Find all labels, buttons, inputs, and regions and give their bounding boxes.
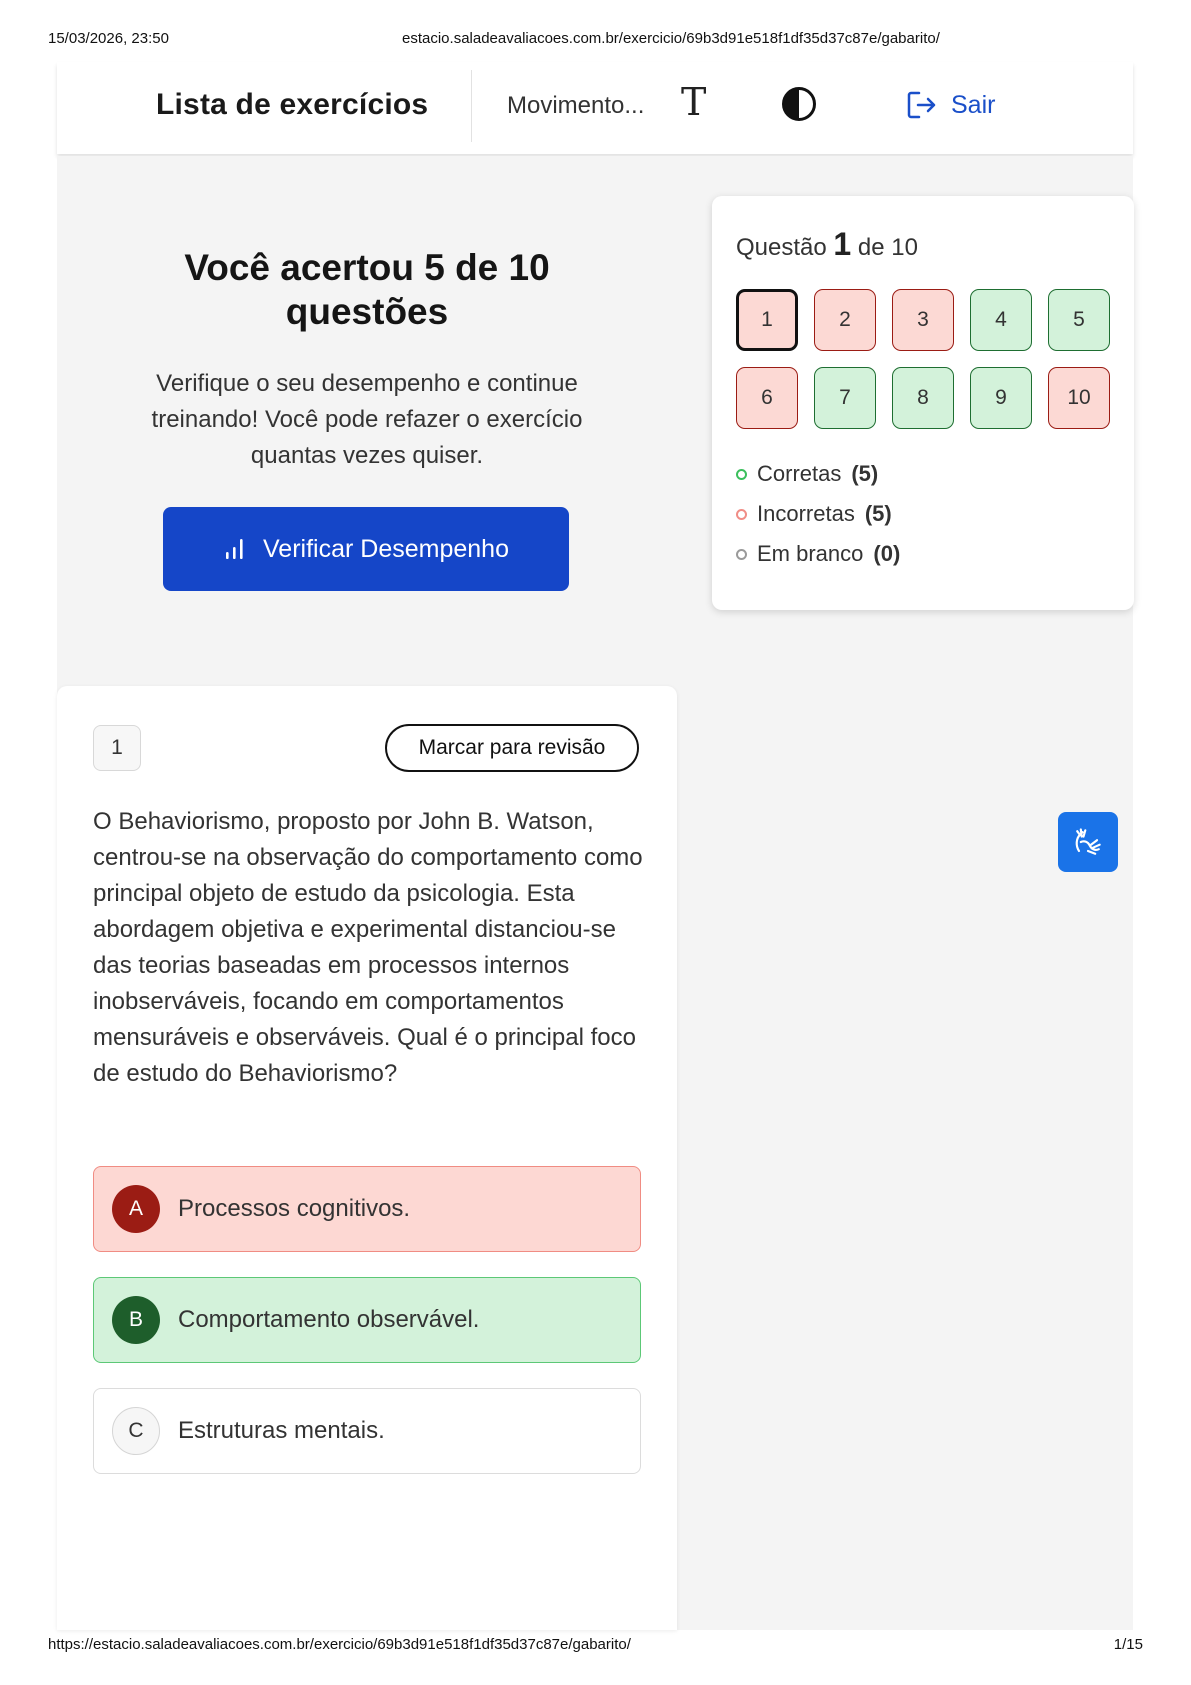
option-a[interactable] bbox=[93, 1166, 641, 1252]
incorrect-dot-icon bbox=[736, 509, 747, 520]
correct-dot-icon bbox=[736, 469, 747, 480]
legend-blank-label: Em branco bbox=[757, 541, 864, 566]
result-subtitle: Verifique o seu desempenho e continue treinando! Você pode refazer o exercício quantas vezes quiser. bbox=[151, 370, 583, 469]
option-text: Comportamento observável. bbox=[178, 1306, 480, 1333]
sign-language-button[interactable] bbox=[1058, 812, 1118, 872]
mark-for-review-button[interactable]: Marcar para revisão bbox=[385, 724, 639, 772]
legend-incorrect-count: (5) bbox=[864, 501, 892, 526]
print-url: estacio.saladeavaliacoes.com.br/exercicio/69b3d91e518f1df35d37c87e/gabarito/ bbox=[402, 30, 940, 47]
sign-language-icon bbox=[1070, 824, 1106, 860]
question-box-9[interactable]: 9 bbox=[970, 367, 1032, 429]
navigator-label: Questão bbox=[736, 234, 827, 261]
verify-performance-button[interactable] bbox=[163, 507, 569, 591]
navigator-title bbox=[736, 226, 918, 263]
verify-button-label: Verificar Desempenho bbox=[263, 534, 509, 563]
print-page-number: 1/15 bbox=[1113, 1636, 1143, 1653]
bar-chart-icon bbox=[223, 536, 249, 562]
page-title: Lista de exercícios bbox=[156, 88, 429, 121]
legend-blank-count: (0) bbox=[873, 541, 901, 566]
question-box-4[interactable]: 4 bbox=[970, 289, 1032, 351]
option-letter: B bbox=[112, 1296, 160, 1344]
option-c[interactable] bbox=[93, 1388, 641, 1474]
legend-correct bbox=[736, 454, 900, 494]
legend-correct-count: (5) bbox=[851, 461, 879, 486]
question-grid bbox=[736, 289, 1110, 429]
question-box-7[interactable]: 7 bbox=[814, 367, 876, 429]
option-letter: A bbox=[112, 1185, 160, 1233]
result-summary bbox=[57, 156, 677, 563]
question-box-8[interactable]: 8 bbox=[892, 367, 954, 429]
question-box-2[interactable]: 2 bbox=[814, 289, 876, 351]
logout-button[interactable] bbox=[905, 88, 995, 122]
question-box-10[interactable]: 10 bbox=[1048, 367, 1110, 429]
question-number-badge: 1 bbox=[93, 725, 141, 771]
result-title: Você acertou 5 de 10 questões bbox=[184, 247, 550, 332]
logout-icon bbox=[905, 88, 939, 122]
question-navigator bbox=[712, 196, 1134, 610]
option-text: Processos cognitivos. bbox=[178, 1195, 411, 1222]
contrast-icon[interactable] bbox=[781, 86, 817, 122]
print-footer-url: https://estacio.saladeavaliacoes.com.br/exercicio/69b3d91e518f1df35d37c87e/gabarito/ bbox=[48, 1636, 631, 1653]
legend-correct-label: Corretas bbox=[757, 461, 842, 486]
legend-incorrect-label: Incorretas bbox=[757, 501, 855, 526]
print-datetime: 15/03/2026, 23:50 bbox=[48, 30, 169, 47]
logout-label: Sair bbox=[951, 90, 996, 119]
status-legend bbox=[736, 454, 900, 574]
question-text: O Behaviorismo, proposto por John B. Watson, centrou-se na observação do comportamento como principal objeto de estudo da psicologia. Esta abordagem objetiva e experimental distanciou-se das teorias baseadas em processos internos inobserváveis, focando em comportamentos mensuráveis e observáveis. Qual é o principal foco de estudo do Behaviorismo? bbox=[93, 808, 643, 1087]
question-box-5[interactable]: 5 bbox=[1048, 289, 1110, 351]
question-card bbox=[57, 686, 677, 1630]
legend-blank bbox=[736, 534, 900, 574]
current-question-number: 1 bbox=[833, 226, 852, 262]
blank-dot-icon bbox=[736, 549, 747, 560]
option-letter: C bbox=[112, 1407, 160, 1455]
option-text: Estruturas mentais. bbox=[178, 1417, 385, 1444]
question-box-3[interactable]: 3 bbox=[892, 289, 954, 351]
question-box-6[interactable]: 6 bbox=[736, 367, 798, 429]
top-header bbox=[57, 62, 1133, 154]
option-b[interactable] bbox=[93, 1277, 641, 1363]
header-divider bbox=[471, 70, 472, 142]
font-size-icon[interactable]: T bbox=[681, 80, 707, 124]
legend-incorrect bbox=[736, 494, 900, 534]
question-box-1[interactable]: 1 bbox=[736, 289, 798, 351]
course-name[interactable]: Movimento... bbox=[507, 92, 645, 119]
navigator-total: de 10 bbox=[857, 234, 918, 261]
